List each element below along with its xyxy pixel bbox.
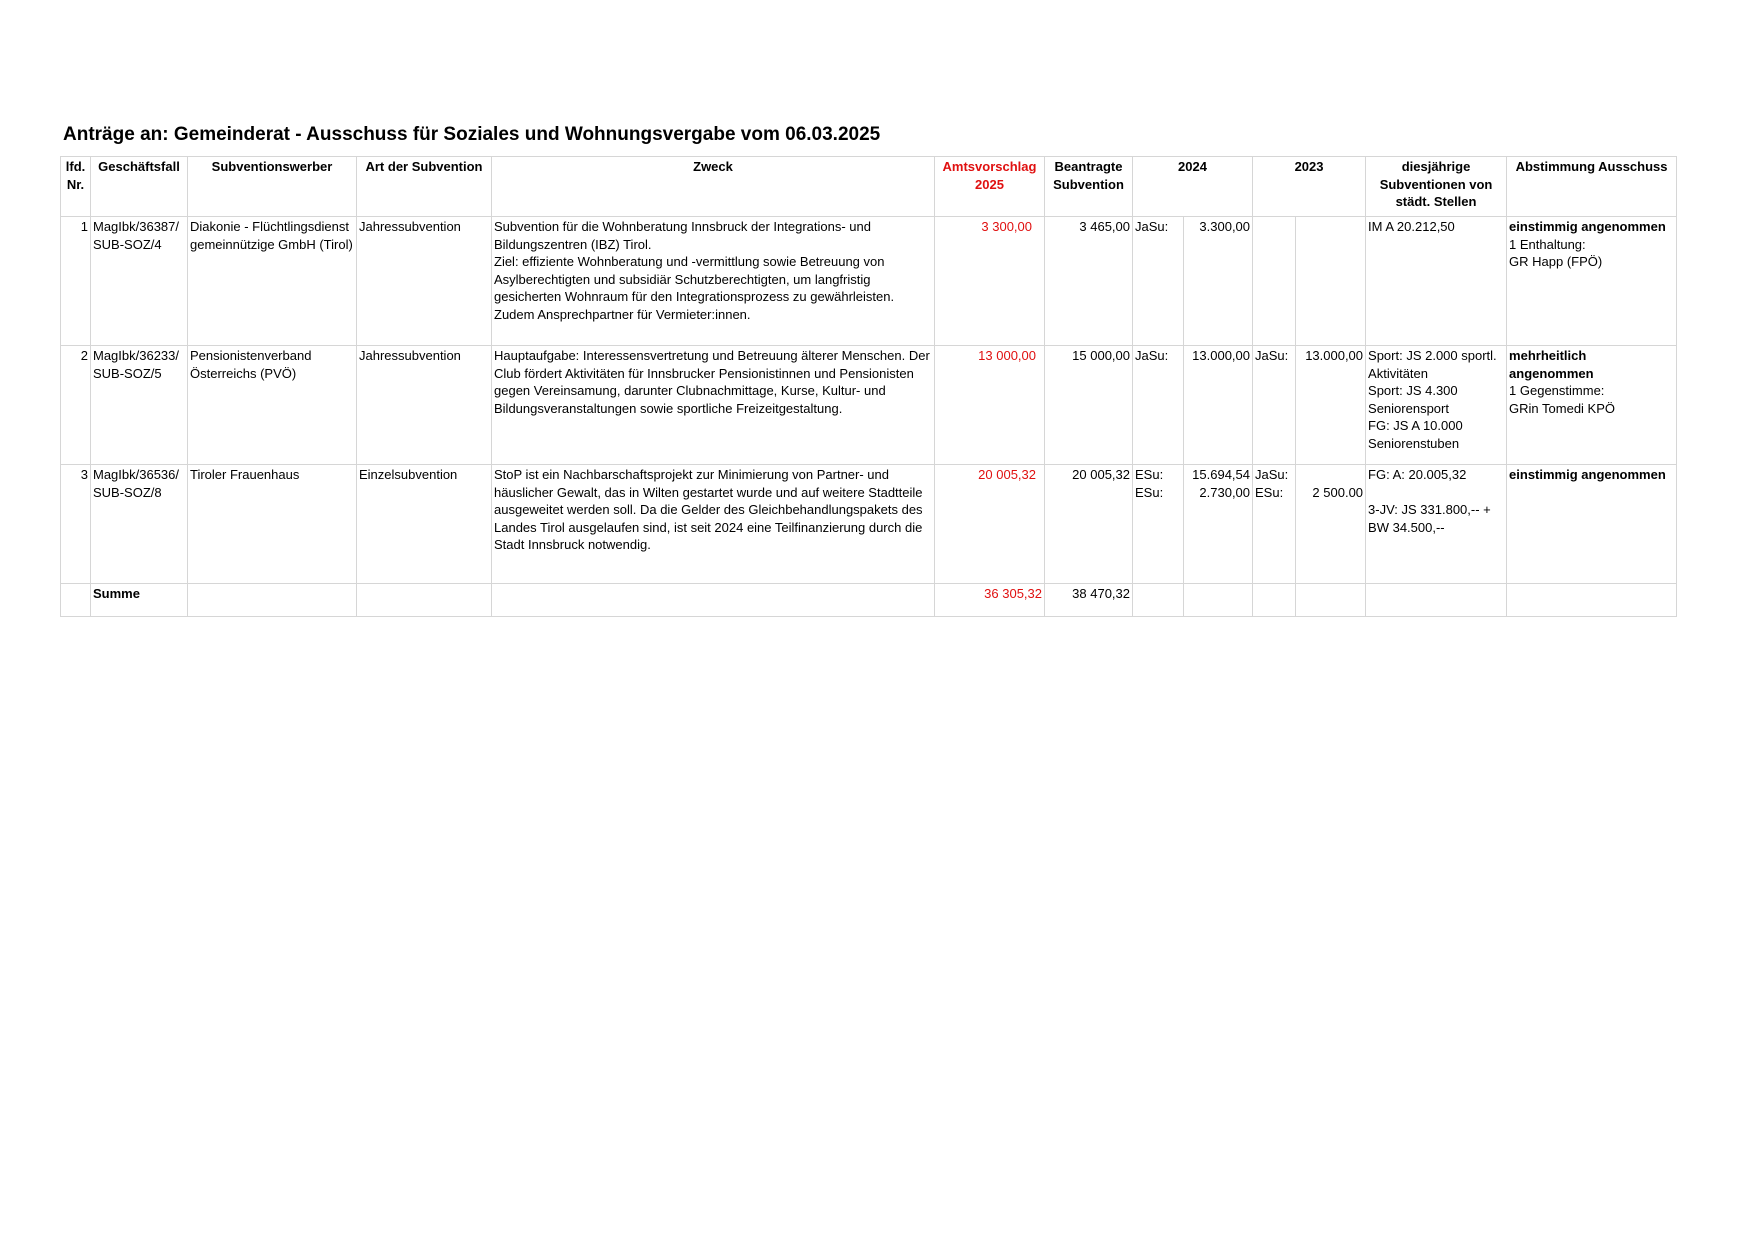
row-zweck-text: Subvention für die Wohnberatung Innsbruck der Integrations- und Bildungszentren (IBZ) Tirol. [494,219,871,252]
summe-label: Summe [91,584,188,617]
summe-row [61,584,1677,617]
grant-table [60,156,1677,617]
summe-empty [61,584,91,617]
row-diesjaehrige: IM A 20.212,50 [1366,217,1507,346]
row-beantragt: 3 465,00 [1045,217,1133,346]
row-zweck [492,217,935,346]
header-diesjaehrige: diesjährige Subventionen von städt. Stellen [1366,157,1507,217]
abstimmung-note: 1 Enthaltung: GR Happ (FPÖ) [1509,236,1603,269]
header-abstimmung: Abstimmung Ausschuss [1507,157,1677,217]
row-2023-value: 13.000,00 [1296,346,1366,465]
header-amtsvorschlag: Amtsvorschlag 2025 [935,157,1045,217]
row-geschaeftsfall: MagIbk/36233/ SUB-SOZ/5 [91,346,188,465]
row-2023-label: JaSu: ESu: [1253,465,1296,584]
header-geschaeftsfall: Geschäftsfall [91,157,188,217]
summe-empty [1296,584,1366,617]
row-2023-value [1296,217,1366,346]
row-2023-label: JaSu: [1253,346,1296,465]
row-art: Einzelsubvention [357,465,492,584]
abstimmung-result: einstimmig angenommen [1509,467,1666,482]
row-zweck [492,465,935,584]
row-amtsvorschlag: 13 000,00 [935,346,1045,465]
row-geschaeftsfall: MagIbk/36387/ SUB-SOZ/4 [91,217,188,346]
row-2024-label: JaSu: [1133,217,1184,346]
table-row [61,465,1677,584]
row-geschaeftsfall: MagIbk/36536/ SUB-SOZ/8 [91,465,188,584]
row-2024-value: 15.694,54 2.730,00 [1184,465,1253,584]
row-diesjaehrige: FG: A: 20.005,32 3-JV: JS 331.800,-- + BW 34.500,-- [1366,465,1507,584]
header-row [61,157,1677,217]
header-year-2023: 2023 [1253,157,1366,217]
summe-empty [1507,584,1677,617]
row-zweck-text: StoP ist ein Nachbarschaftsprojekt zur Minimierung von Partner- und häuslicher Gewalt, das in Wilten gestartet wurde und auf weitere Stadtteile ausgeweitet werden soll. Da die Gelder des Gleichbehandlungspakets des Landes Tirol ausgelaufen sind, ist seit 2024 eine Teilfinanzierung durch die Stadt Innsbruck notwendig. [494,467,923,552]
row-abstimmung [1507,346,1677,465]
row-beantragt: 15 000,00 [1045,346,1133,465]
row-abstimmung [1507,465,1677,584]
row-2024-value: 3.300,00 [1184,217,1253,346]
abstimmung-result: mehrheitlich angenommen [1509,348,1594,381]
summe-amtsvorschlag: 36 305,32 [935,584,1045,617]
row-zweck [492,346,935,465]
header-zweck: Zweck [492,157,935,217]
abstimmung-note: 1 Gegenstimme: GRin Tomedi KPÖ [1509,383,1615,416]
row-diesjaehrige: Sport: JS 2.000 sportl. Aktivitäten Sport: JS 4.300 Seniorensport FG: JS A 10.000 Seniorenstuben [1366,346,1507,465]
row-zweck-text: Ziel: effiziente Wohnberatung und -vermittlung sowie Betreuung von Asylberechtigten und subsidiär Schutzberechtigten, um langfristig gesicherten Wohnraum für den Integrationsprozess zu gewährleisten. Zudem Ansprechpartner für Vermieter:innen. [494,254,895,322]
header-art: Art der Subvention [357,157,492,217]
row-2024-value: 13.000,00 [1184,346,1253,465]
row-abstimmung [1507,217,1677,346]
row-nr: 2 [61,346,91,465]
header-beantragt: Beantragte Subvention [1045,157,1133,217]
row-subventionswerber: Pensionistenverband Österreichs (PVÖ) [188,346,357,465]
summe-empty [1133,584,1184,617]
row-2024-label: JaSu: [1133,346,1184,465]
row-beantragt: 20 005,32 [1045,465,1133,584]
summe-empty [492,584,935,617]
header-nr: lfd. Nr. [61,157,91,217]
summe-empty [1184,584,1253,617]
summe-empty [188,584,357,617]
table-row [61,346,1677,465]
row-2024-label: ESu: ESu: [1133,465,1184,584]
row-2023-label [1253,217,1296,346]
row-art: Jahressubvention [357,217,492,346]
summe-empty [1253,584,1296,617]
header-year-2024: 2024 [1133,157,1253,217]
table-row [61,217,1677,346]
abstimmung-result: einstimmig angenommen [1509,219,1666,234]
document-title: Anträge an: Gemeinderat - Ausschuss für Soziales und Wohnungsvergabe vom 06.03.2025 [63,124,881,145]
row-subventionswerber: Diakonie - Flüchtlingsdienst gemeinnützige GmbH (Tirol) [188,217,357,346]
row-subventionswerber: Tiroler Frauenhaus [188,465,357,584]
summe-empty [357,584,492,617]
summe-beantragt: 38 470,32 [1045,584,1133,617]
row-nr: 1 [61,217,91,346]
row-amtsvorschlag: 20 005,32 [935,465,1045,584]
row-zweck-text: Hauptaufgabe: Interessensvertretung und Betreuung älterer Menschen. Der Club fördert Aktivitäten für Innsbrucker Pensionistinnen und Pensionisten gegen Vereinsamung, darunter Clubnachmittage, Kurse, Kultur- und Bildungsveranstaltungen sowie sportliche Freizeitgestaltung. [494,348,930,416]
row-nr: 3 [61,465,91,584]
row-2023-value: 2 500.00 [1296,465,1366,584]
header-subventionswerber: Subventionswerber [188,157,357,217]
row-amtsvorschlag: 3 300,00 [935,217,1045,346]
row-art: Jahressubvention [357,346,492,465]
summe-empty [1366,584,1507,617]
